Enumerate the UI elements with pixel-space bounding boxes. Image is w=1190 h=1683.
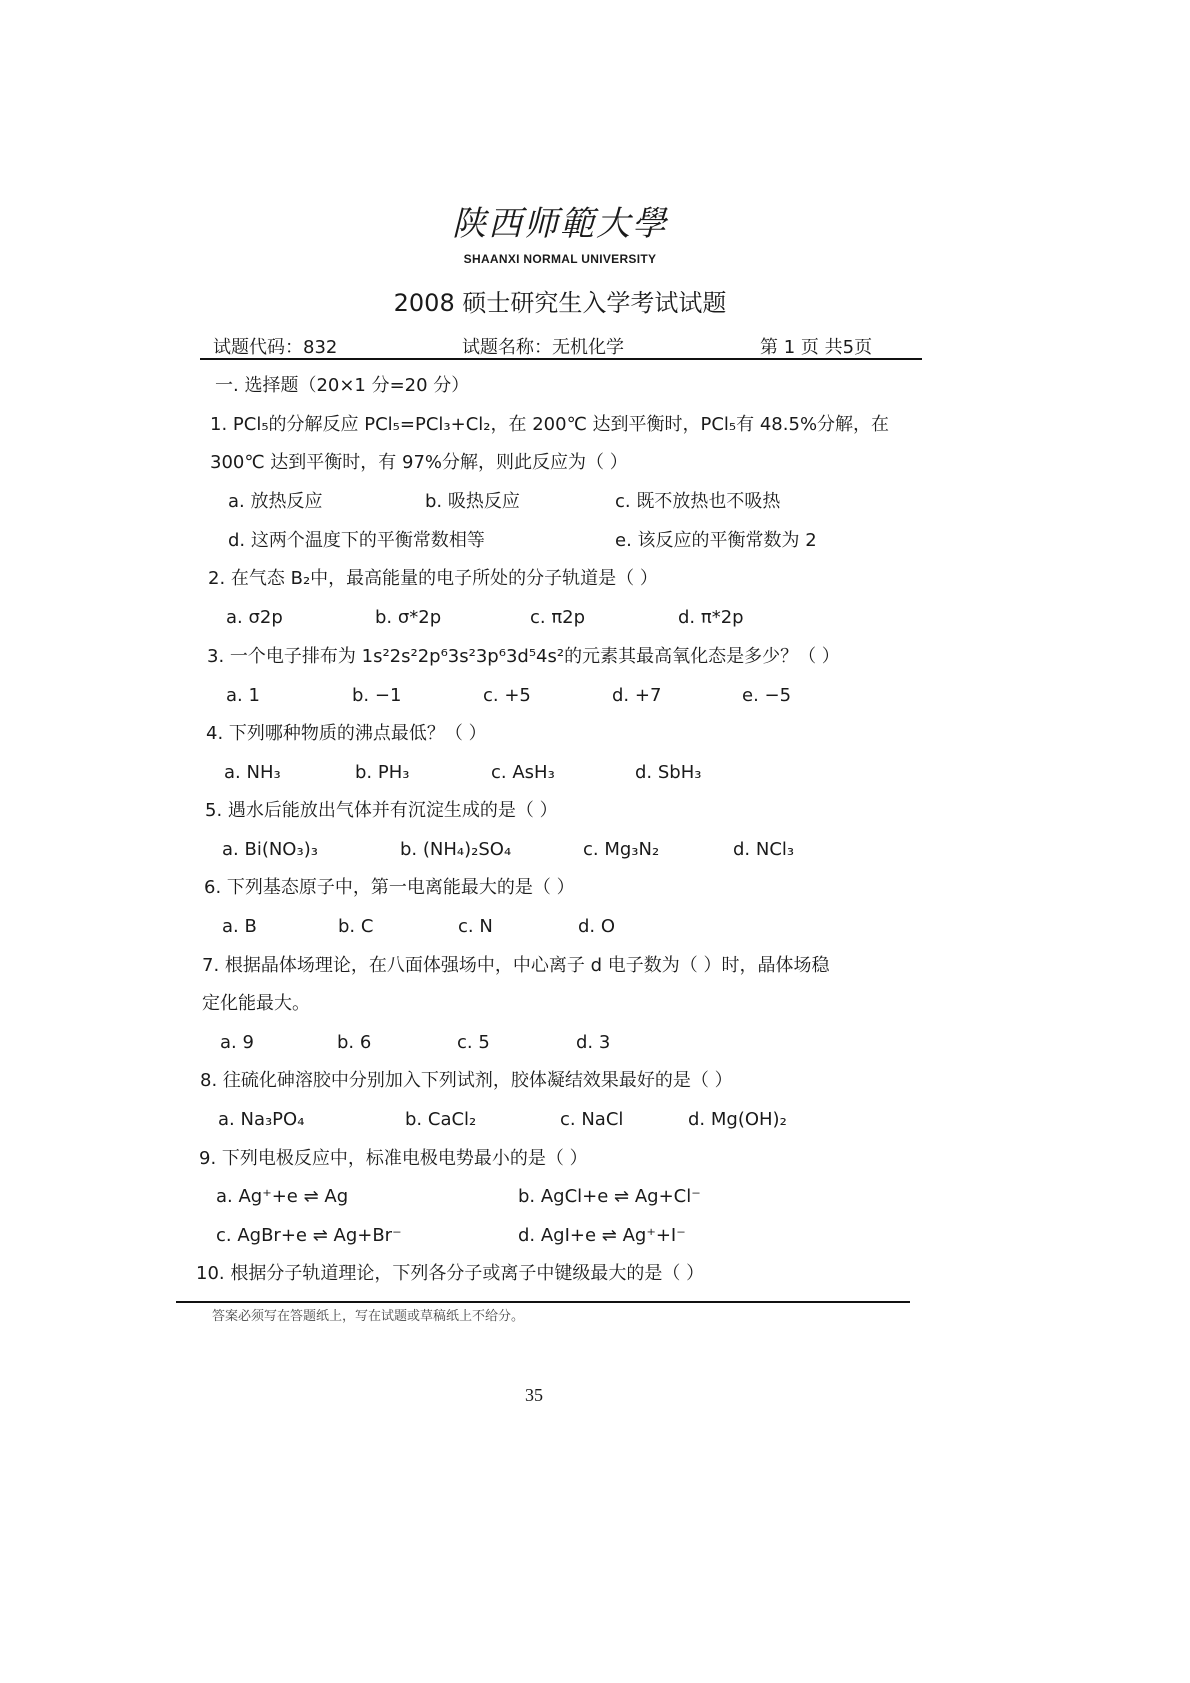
option: a. 放热反应 — [228, 491, 323, 512]
exam-subject: 试题名称：无机化学 — [462, 337, 624, 358]
option: e. −5 — [742, 685, 792, 706]
question-text: 1. PCl₅的分解反应 PCl₅=PCl₃+Cl₂，在 200℃ 达到平衡时，PCl₅有 48.5%分解，在 — [210, 414, 890, 435]
option: d. O — [578, 916, 616, 937]
option: c. 既不放热也不吸热 — [615, 491, 781, 512]
option: c. N — [458, 916, 493, 937]
question-text: 4. 下列哪种物质的沸点最低？（ ） — [206, 723, 487, 744]
question-text: 8. 往硫化砷溶胶中分别加入下列试剂，胶体凝结效果最好的是（ ） — [200, 1070, 733, 1091]
option: b. AgCl+e ⇌ Ag+Cl⁻ — [518, 1186, 701, 1207]
option: b. PH₃ — [355, 762, 410, 783]
option: a. B — [222, 916, 257, 937]
option: a. 9 — [220, 1032, 254, 1053]
option: c. Mg₃N₂ — [583, 839, 660, 860]
question-text: 7. 根据晶体场理论，在八面体强场中，中心离子 d 电子数为（ ）时，晶体场稳 — [202, 955, 830, 976]
header-divider — [200, 358, 922, 360]
option: c. π2p — [530, 607, 586, 628]
question-text: 9. 下列电极反应中，标准电极电势最小的是（ ） — [199, 1148, 588, 1169]
option: b. 吸热反应 — [425, 491, 520, 512]
question-text: 2. 在气态 B₂中，最高能量的电子所处的分子轨道是（ ） — [208, 568, 658, 589]
option: d. 3 — [576, 1032, 611, 1053]
option: c. 5 — [457, 1032, 490, 1053]
option: a. NH₃ — [224, 762, 281, 783]
logo-english: SHAANXI NORMAL UNIVERSITY — [463, 252, 657, 266]
option: a. Na₃PO₄ — [218, 1109, 305, 1130]
option: b. CaCl₂ — [405, 1109, 477, 1130]
question-text: 定化能最大。 — [202, 993, 310, 1014]
exam-title: 2008 硕士研究生入学考试试题 — [393, 289, 727, 317]
page-number: 35 — [525, 1385, 543, 1405]
option: d. Mg(OH)₂ — [688, 1109, 787, 1130]
option: d. π*2p — [678, 607, 744, 628]
option: d. +7 — [612, 685, 662, 706]
footer-note: 答案必须写在答题纸上，写在试题或草稿纸上不给分。 — [212, 1309, 525, 1324]
option: b. (NH₄)₂SO₄ — [400, 839, 512, 860]
question-text: 300℃ 达到平衡时，有 97%分解，则此反应为（ ） — [210, 452, 628, 473]
option: b. −1 — [352, 685, 402, 706]
option: c. NaCl — [560, 1109, 624, 1130]
exam-code: 试题代码：832 — [213, 337, 338, 358]
option: c. AsH₃ — [491, 762, 555, 783]
option: e. 该反应的平衡常数为 2 — [615, 530, 817, 551]
option: d. AgI+e ⇌ Ag⁺+I⁻ — [518, 1225, 686, 1246]
section-heading: 一. 选择题（20×1 分=20 分） — [215, 375, 470, 396]
option: d. NCl₃ — [733, 839, 795, 860]
option: a. σ2p — [226, 607, 283, 628]
question-text: 6. 下列基态原子中，第一电离能最大的是（ ） — [204, 877, 575, 898]
option: d. 这两个温度下的平衡常数相等 — [228, 530, 485, 551]
option: c. +5 — [483, 685, 531, 706]
question-text: 3. 一个电子排布为 1s²2s²2p⁶3s²3p⁶3d⁵4s²的元素其最高氧化态是多少？（ ） — [207, 646, 840, 667]
footer-divider — [176, 1301, 910, 1303]
option: a. Ag⁺+e ⇌ Ag — [216, 1186, 349, 1207]
page-info: 第 1 页 共5页 — [760, 337, 873, 358]
option: a. Bi(NO₃)₃ — [222, 839, 318, 860]
question-text: 10. 根据分子轨道理论，下列各分子或离子中键级最大的是（ ） — [196, 1263, 705, 1284]
option: b. 6 — [337, 1032, 372, 1053]
option: d. SbH₃ — [635, 762, 702, 783]
logo-chinese: 陕西师範大學 — [452, 204, 668, 244]
option: b. C — [338, 916, 374, 937]
option: a. 1 — [226, 685, 260, 706]
question-text: 5. 遇水后能放出气体并有沉淀生成的是（ ） — [205, 800, 558, 821]
option: b. σ*2p — [375, 607, 442, 628]
option: c. AgBr+e ⇌ Ag+Br⁻ — [216, 1225, 402, 1246]
